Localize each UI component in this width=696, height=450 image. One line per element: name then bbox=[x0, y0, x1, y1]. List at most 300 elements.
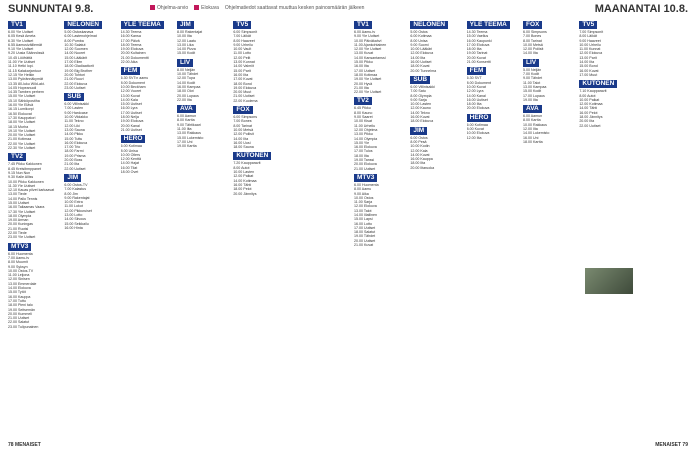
program-listing: 10.00 Kodin bbox=[410, 144, 430, 149]
program-listing: 18.00 Gladiaattorit bbox=[64, 64, 94, 69]
program-listing: 16.00 Tallaamas Vaara bbox=[8, 205, 45, 210]
program-listing: 8.45 Kreisibmppanet bbox=[8, 166, 41, 171]
program-listing: 22.00 Salatut bbox=[8, 320, 30, 325]
left-page-listings bbox=[8, 18, 342, 436]
program-listing: 12.00 Ilta bbox=[522, 127, 538, 132]
program-listing: 16.00 Ilta bbox=[233, 72, 249, 77]
program-listing: 7.10 Kaupparavit bbox=[579, 89, 607, 94]
program-listing: 14.00 Kotimaa bbox=[233, 178, 257, 183]
channel-heading: YLE TEEMA bbox=[467, 21, 510, 29]
program-listing: 9.00 Yle Uutiset bbox=[354, 34, 380, 39]
program-listing: 6.00 Simpsons bbox=[233, 115, 258, 120]
program-listing: 11.00 Leijona bbox=[8, 273, 30, 278]
program-listing: 16.00 Kauppa bbox=[410, 157, 433, 162]
channel-heading: LIV bbox=[523, 59, 539, 67]
program-listing: 8.00 Kauno bbox=[354, 110, 373, 115]
program-listing: 9.00 Rakentajat bbox=[64, 195, 90, 200]
program-listing: 14.00 Kodit bbox=[176, 80, 196, 85]
program-listing: 16.00 Uusi bbox=[233, 140, 251, 145]
channel-heading: AVA bbox=[523, 105, 542, 113]
channel-heading: SUB bbox=[64, 93, 84, 101]
program-listing: 8.00 Tarinat bbox=[522, 38, 542, 43]
program-listing: 14.00 Tekno bbox=[410, 110, 430, 115]
program-listing: 6.00 Villinisakki bbox=[410, 84, 435, 89]
program-listing: 13.00 Kuvat bbox=[120, 93, 140, 98]
program-listing: 9.00 Sarja bbox=[410, 97, 427, 102]
program-listing: 14.00 Ilta bbox=[410, 55, 426, 60]
program-listing: 12.00 Kala bbox=[410, 148, 428, 153]
program-listing: 9.00 Saaret bbox=[354, 115, 373, 120]
program-listing: 22.00 Uutiset bbox=[579, 123, 601, 128]
program-listing: 17.00 Ellen bbox=[64, 60, 83, 65]
program-listing: 21.00 Dokumentti bbox=[120, 55, 149, 60]
program-listing: 16.00 Tähti bbox=[233, 182, 252, 187]
program-listing: 10.00 Urheilu bbox=[579, 42, 601, 47]
program-listing: 14.35 Tamben perhem bbox=[8, 90, 44, 95]
program-listing: 20.00 Tunnelma bbox=[410, 68, 437, 73]
program-listing: 12.00 Pelit bbox=[233, 55, 251, 60]
program-listing: 20.00 Kultainen bbox=[120, 51, 146, 56]
program-listing: 14.00 Kala bbox=[120, 97, 138, 102]
program-listing: 7.00 Kalastus bbox=[64, 187, 87, 192]
program-listing: 20.00 Elokuva bbox=[466, 106, 490, 111]
program-listing: 16.00 Lyra bbox=[120, 106, 138, 111]
program-listing: 9.00 Suomi bbox=[410, 42, 429, 47]
program-listing: 17.30 Kauppatori bbox=[8, 115, 36, 120]
program-listing: 15.00 Tuttu bbox=[64, 136, 83, 141]
program-listing: 12.15 Yle Hetkin bbox=[8, 72, 35, 77]
program-listing: 14.00 Elokuva bbox=[8, 286, 31, 291]
program-listing: 10.00 Oilers bbox=[120, 152, 141, 157]
channel-heading: FOX bbox=[523, 21, 542, 29]
program-listing: 15.00 Pikku bbox=[354, 60, 373, 65]
program-listing: 12.00 Sinisen bbox=[8, 277, 30, 282]
program-listing: 23.00 Uutiset bbox=[64, 85, 86, 90]
program-listing: 9.00 Urheilu bbox=[233, 42, 253, 47]
program-listing: 17.00 Uutiset bbox=[354, 68, 376, 73]
program-listing: 6.00 Huomenta bbox=[8, 251, 33, 256]
program-listing: 10.30 Salatut bbox=[64, 42, 86, 47]
page-footer-left: 78 MENAISET bbox=[8, 442, 41, 448]
program-listing: 22.00 Kuolema bbox=[233, 98, 258, 103]
program-listing: 16.00 Yle Elävä bbox=[8, 103, 34, 108]
program-listing: 20.00 Iltaruoka bbox=[410, 165, 435, 170]
program-listing: 13.00 Kampaa bbox=[522, 84, 547, 89]
program-listing: 10.45 Lööfrättä bbox=[8, 55, 33, 60]
program-listing: 9.00 Tähtikaari bbox=[176, 122, 201, 127]
program-listing: 21.00 Ilta bbox=[64, 162, 80, 167]
left-day-title: SUNNUNTAI 9.8. bbox=[8, 3, 94, 15]
program-listing: 13.00 Tiede bbox=[8, 192, 27, 197]
program-listing: 15.00 Lapsi bbox=[354, 217, 373, 222]
program-listing: 18.00 Farmi bbox=[64, 149, 84, 154]
program-listing: 8.00 Haaveet bbox=[233, 38, 255, 43]
program-listing: 11.30 Yle Uutiset bbox=[8, 183, 36, 188]
program-listing: 16.00 Tilat bbox=[120, 165, 138, 170]
program-listing: 10.00 Lasten bbox=[233, 170, 255, 175]
program-listing: 10.00 Metsä bbox=[233, 127, 254, 132]
program-listing: 6.00 Ostos-TV bbox=[64, 182, 88, 187]
program-listing: 8.00 Olympia bbox=[410, 93, 432, 98]
program-listing: 8.00 Dokument bbox=[466, 80, 492, 85]
legend-rating: Ohjelma-arvio bbox=[157, 5, 189, 11]
program-listing: 6.00 Ostos bbox=[410, 135, 428, 140]
program-listing: 15.00 Bond bbox=[579, 64, 598, 69]
program-listing: 22.00 Elokuva bbox=[64, 81, 88, 86]
program-listing: 13.00 Emmerdale bbox=[8, 281, 37, 286]
program-listing: 11.00 Kunnat bbox=[579, 47, 601, 52]
program-listing: 6.00 Kotimaa bbox=[410, 34, 432, 39]
program-listing: 15.00 Kodit bbox=[176, 51, 196, 56]
right-column-5 bbox=[579, 18, 631, 436]
program-listing: 11.00 Lukot bbox=[64, 204, 83, 209]
program-listing: 16.00 Kansa bbox=[120, 34, 141, 39]
program-listing: 7.00 Läikät bbox=[233, 34, 251, 39]
program-listing: 10.00 Ostos bbox=[354, 195, 374, 200]
right-column-3 bbox=[467, 18, 519, 436]
program-listing: 13.00 Parit bbox=[579, 55, 597, 60]
program-listing: 9.15 Nun Nun bbox=[8, 170, 31, 175]
program-listing: 21.00 Ruuvi bbox=[64, 77, 84, 82]
program-listing: 18.00 Elokuva bbox=[410, 119, 434, 124]
channel-heading: TV1 bbox=[354, 21, 372, 29]
program-listing: 20.00 Kanal bbox=[120, 123, 140, 128]
program-listing: 16.00 Kuvat bbox=[579, 68, 599, 73]
program-listing: 16.00 Hinta bbox=[64, 225, 83, 230]
program-listing: 12.00 Laatu bbox=[176, 38, 196, 43]
program-listing: 18.00 Ilta bbox=[466, 47, 482, 52]
program-listing: 8.00 Pesä bbox=[410, 139, 427, 144]
program-listing: 18.15 Murha bbox=[8, 124, 29, 129]
program-listing: 11.00 Ajankohtainen bbox=[354, 42, 387, 47]
program-listing: 18.00 Kuvat bbox=[410, 64, 430, 69]
channel-heading: FOX bbox=[233, 106, 252, 114]
program-listing: 14.00 Ilta bbox=[579, 60, 595, 65]
program-listing: 16.00 Elokuva bbox=[64, 140, 88, 145]
program-listing: 6.00 Villinisakki bbox=[64, 102, 89, 107]
program-listing: 12.00 Ohjelma bbox=[354, 127, 378, 132]
channel-heading: FEM bbox=[121, 67, 141, 75]
channel-heading: TV2 bbox=[354, 97, 372, 105]
channel-heading: FEM bbox=[467, 67, 487, 75]
rating-icon bbox=[150, 5, 155, 10]
program-listing: 14.00 Kuvat bbox=[410, 152, 430, 157]
channel-heading: TV1 bbox=[8, 21, 26, 29]
legend-film: Elokuva bbox=[201, 5, 219, 11]
program-listing: 17.00 Uutiset bbox=[354, 225, 376, 230]
program-listing: 14.00 Nuoret bbox=[64, 51, 86, 56]
program-listing: 13.00 Lotto bbox=[64, 212, 83, 217]
program-listing: 18.00 Jännitys bbox=[579, 115, 603, 120]
program-listing: 8.00 Unisa bbox=[410, 38, 428, 43]
program-listing: 16.00 Elokuva bbox=[354, 145, 377, 150]
channel-heading: MTV3 bbox=[354, 174, 377, 182]
channel-heading: MTV3 bbox=[8, 243, 31, 251]
program-listing: 19.00 Arman bbox=[8, 218, 29, 223]
program-listing: 22.00 Yle Uutiset bbox=[354, 90, 382, 95]
program-listing: 6.00 Aamun bbox=[176, 114, 197, 119]
program-listing: 8.00 Kartta bbox=[176, 118, 195, 123]
program-listing: 10.00 Pikku Kakkonen bbox=[8, 179, 44, 184]
program-listing: 15.00 Yle Uutiset bbox=[8, 94, 36, 99]
program-listing: 6.30 SVT:n aamu bbox=[120, 76, 149, 81]
program-listing: 12.00 Kenttä bbox=[120, 157, 142, 162]
program-listing: 17.00 Trio bbox=[64, 145, 81, 150]
program-listing: 18.00 Nelja bbox=[120, 115, 139, 120]
program-listing: 19.00 Big Brother bbox=[64, 68, 93, 73]
left-column-3 bbox=[121, 18, 173, 436]
page-footer-right: MENAISET 79 bbox=[655, 442, 688, 448]
right-day-title: MAANANTAI 10.8. bbox=[594, 3, 688, 15]
program-listing: 15.00 Vaellus bbox=[466, 34, 489, 39]
program-listing: 15.10 Sähköpostiha bbox=[8, 98, 40, 103]
program-listing: 9.00 Syksyn bbox=[8, 264, 28, 269]
program-listing: 18.00 Olympia bbox=[8, 213, 32, 218]
program-listing: 16.00 Kuvat bbox=[410, 115, 430, 120]
channel-heading: YLE TEEMA bbox=[121, 21, 164, 29]
program-listing: 7.00 Bones bbox=[522, 34, 542, 39]
program-listing: 6.00 Aamun bbox=[522, 114, 543, 119]
program-listing: 18.00 Yle Uutiset bbox=[8, 120, 36, 125]
program-listing: 5.00 Neljän bbox=[522, 67, 542, 72]
program-listing: 18.00 Ovet bbox=[120, 170, 139, 175]
channel-heading: TV5 bbox=[579, 21, 597, 29]
program-listing: 12.00 Paikat bbox=[233, 174, 254, 179]
program-listing: 10.00 Ostos-TV bbox=[8, 268, 34, 273]
program-listing: 7.45 Pikku Kakkonen bbox=[8, 162, 42, 167]
program-listing: 15.00 Seikkailu bbox=[64, 221, 89, 226]
program-listing: 19.00 Elokuva bbox=[120, 47, 144, 52]
program-listing: 12.00 Poliisit bbox=[233, 132, 254, 137]
left-column-1 bbox=[8, 18, 60, 436]
right-column-1 bbox=[354, 18, 406, 436]
program-listing: 12.00 Ilta bbox=[466, 135, 482, 140]
program-listing: 17.00 Muut bbox=[579, 72, 598, 77]
program-listing: 7.00 Bones bbox=[233, 119, 252, 124]
program-listing: 19.00 Tarinat bbox=[466, 51, 488, 56]
program-listing: 19.00 Tanssi bbox=[354, 158, 375, 163]
program-listing: 13.00 Talot bbox=[354, 208, 372, 213]
program-listing: 22.00 Tiede bbox=[8, 231, 27, 236]
program-listing: 17.00 Päivä bbox=[120, 38, 140, 43]
program-listing: 18.00 Pieni talo bbox=[8, 303, 33, 308]
program-listing: 16.00 Uni bbox=[522, 135, 539, 140]
program-listing: 12.00 Liki bbox=[64, 123, 80, 128]
program-listing: 14.00 Pikku bbox=[64, 132, 84, 137]
channel-heading: HERO bbox=[121, 135, 146, 143]
program-listing: 6.00 Kotimaa bbox=[120, 144, 142, 149]
program-listing: 7.00 Simpsonit bbox=[579, 30, 604, 34]
program-listing: 21.00 Kuvat bbox=[354, 243, 374, 248]
channel-heading: AVA bbox=[177, 105, 196, 113]
program-listing: 14.00 Lukemisto bbox=[522, 131, 550, 136]
program-listing: 12.00 Poliisit bbox=[522, 47, 544, 52]
program-listing: 13.00 Kuvat bbox=[354, 51, 374, 56]
program-listing: 14.30 Teema bbox=[466, 30, 488, 34]
channel-heading: SUB bbox=[410, 76, 430, 84]
program-listing: 12.00 Elokuva bbox=[579, 51, 603, 56]
program-listing: 20.00 Lupaus bbox=[176, 93, 199, 98]
program-listing: 7.20 Kaupparavit bbox=[233, 161, 261, 166]
program-listing: 8.00 Neljän bbox=[176, 67, 196, 72]
program-listing: 19.00 Kartta bbox=[176, 144, 197, 149]
program-listing: 17.00 Tuttu bbox=[8, 298, 26, 303]
program-listing: 17.00 Uni bbox=[176, 139, 193, 144]
program-listing: 20.00 Elokuva bbox=[354, 162, 377, 167]
program-listing: 18.00 Bond bbox=[233, 81, 252, 86]
program-listing: 7.00 Kodit bbox=[522, 72, 540, 77]
program-listing: 10.00 Beckham bbox=[120, 84, 146, 89]
program-listing: 8.00 Muumit bbox=[8, 260, 28, 265]
program-listing: 18.00 Kotimaa bbox=[354, 72, 378, 77]
program-listing: 17.00 Kuvat bbox=[233, 77, 253, 82]
program-listing: 21.00 Konsertti bbox=[466, 60, 491, 65]
program-listing: 6.45 Pikku bbox=[354, 106, 371, 111]
program-listing: 19.00 Elokuva bbox=[233, 85, 257, 90]
program-listing: 5.00 Ostos bbox=[410, 30, 428, 34]
program-listing: 10.00 Kuvat bbox=[466, 84, 486, 89]
program-listing: 16.00 Ilta bbox=[354, 64, 369, 69]
program-listing: 18.00 Salatut bbox=[354, 230, 376, 235]
program-listing: 8.00 Pumba bbox=[64, 38, 84, 43]
program-listing: 5.00 Ostoskanava bbox=[64, 30, 94, 34]
program-listing: 18.00 Sauna bbox=[233, 145, 254, 150]
program-listing: 17.30 Yle Uutiset bbox=[8, 209, 36, 214]
program-listing: 12.00 Suomen bbox=[64, 47, 88, 52]
program-listing: 7.00 Aamu-tv bbox=[8, 255, 30, 260]
program-listing: 15.00 Parit bbox=[233, 68, 251, 73]
program-listing: 6.00 Simpsons bbox=[522, 30, 547, 34]
program-listing: 16.00 Uutiset bbox=[466, 97, 488, 102]
channel-heading: KUTONEN bbox=[233, 152, 271, 160]
program-listing: 6.05 Kesä Ameta bbox=[8, 34, 36, 39]
program-listing: 10.00 Ilta bbox=[176, 34, 192, 39]
program-listing: 14.00 Kanal bbox=[466, 93, 486, 98]
program-listing: 21.00 Kotimaa bbox=[8, 137, 32, 142]
program-listing: 10.00 Elokuva bbox=[466, 131, 490, 136]
program-listing: 20.00 Hyvä bbox=[354, 81, 373, 86]
program-listing: 11.00 Sarja bbox=[354, 200, 373, 205]
program-listing: 12.00 Kauno bbox=[410, 106, 431, 111]
program-listing: 8.00 Autot bbox=[233, 165, 250, 170]
program-listing: 21.00 Ruotsi bbox=[8, 226, 29, 231]
channel-heading: TV2 bbox=[8, 153, 26, 161]
program-listing: 15.00 Lukemisto bbox=[176, 135, 204, 140]
right-column-2 bbox=[410, 18, 462, 436]
program-listing: 23.00 Tulipunainen bbox=[8, 324, 39, 329]
program-listing: 8.00 Aamu bbox=[354, 187, 372, 192]
program-listing: 11.15 Kalakarjantuur bbox=[8, 68, 41, 73]
program-listing: 16.00 Uutiset bbox=[410, 60, 432, 65]
program-listing: 20.00 Kuningas bbox=[8, 222, 33, 227]
program-listing: 20.00 Muut bbox=[233, 90, 252, 95]
program-listing: 10.00 Kisat bbox=[354, 119, 372, 124]
program-listing: 17.00 Uutiset bbox=[120, 110, 142, 115]
program-listing: 14.00 Siivous bbox=[64, 217, 86, 222]
program-listing: 6.30 Yle Uutiset bbox=[8, 38, 34, 43]
right-page-listings bbox=[354, 18, 688, 436]
program-listing: 11.00 Lotto bbox=[233, 51, 252, 56]
program-listing: 10.00 Päiväkahvi bbox=[354, 38, 382, 43]
legend bbox=[150, 5, 364, 11]
program-listing: 16.15 Lumikorpi bbox=[8, 107, 34, 112]
program-listing: 9.30 Kalle Alliss bbox=[8, 175, 34, 180]
program-listing: 6.00 Huomenta bbox=[354, 182, 379, 187]
program-listing: 22.00 Aika bbox=[120, 60, 138, 65]
program-listing: 9.00 Hardcase bbox=[64, 110, 88, 115]
program-listing: 12.10 Kauas pilvet karkaavat bbox=[8, 188, 55, 193]
program-listing: 17.00 Tulos bbox=[354, 149, 373, 154]
program-listing: 12.00 Lyra bbox=[466, 89, 484, 94]
program-listing: 20.00 Kummeli bbox=[8, 311, 32, 316]
program-listing: 16.00 Lotto bbox=[354, 221, 372, 226]
program-listing: 14.00 Ilta bbox=[522, 51, 538, 56]
program-listing: 20.00 Tohtori bbox=[64, 72, 86, 77]
program-listing: 9.00 Haaveet bbox=[579, 38, 601, 43]
program-listing: 8.00 Unisa bbox=[120, 148, 138, 153]
program-listing: 22.00 Ilta bbox=[176, 97, 192, 102]
program-listing: 11.00 Urheilu bbox=[354, 123, 376, 128]
program-listing: 20.00 Yle Uutiset bbox=[8, 133, 36, 138]
program-listing: 19.10 Yle Uutiset bbox=[8, 128, 36, 133]
program-listing: 16.50 Elokuvat bbox=[8, 111, 32, 116]
program-listing: 21.00 Uutiset bbox=[120, 127, 142, 132]
channel-heading: KUTONEN bbox=[579, 80, 617, 88]
program-listing: 10.00 Metsä bbox=[522, 42, 543, 47]
channel-heading: NELONEN bbox=[64, 21, 102, 29]
program-listing: 14.05 Hopeanuoli bbox=[8, 85, 37, 90]
program-listing: 15.00 Lääkärit bbox=[64, 55, 88, 60]
program-listing: 12.00 Tupa bbox=[176, 76, 195, 81]
program-listing: 16.00 Pelot bbox=[579, 110, 598, 115]
program-listing: 12.00 Elokuva bbox=[410, 51, 434, 56]
program-listing: 18.00 Teema bbox=[120, 42, 142, 47]
program-listing: 15.00 Uutiset bbox=[8, 200, 30, 205]
program-listing: 19.00 Elokuva bbox=[120, 119, 144, 124]
program-listing: 16.00 Kampaa bbox=[176, 84, 201, 89]
program-listing: 15.00 Kodit bbox=[522, 89, 542, 94]
program-listing: 8.00 Tarinat bbox=[233, 123, 253, 128]
left-column-4 bbox=[177, 18, 229, 436]
left-column-5 bbox=[233, 18, 285, 436]
program-listing: 13.00 Pikku bbox=[354, 132, 373, 137]
program-listing: 13.00 Lika bbox=[176, 42, 194, 47]
program-listing: 19.00 Seitsemän bbox=[8, 307, 35, 312]
program-listing: 6.00 Kotimaa bbox=[466, 122, 488, 127]
program-listing: 6.00 Simpsonit bbox=[233, 30, 258, 34]
program-listing: 9.00 Aika bbox=[354, 191, 369, 196]
program-listing: 15.00 Tytöt bbox=[8, 290, 26, 295]
program-photo bbox=[585, 268, 633, 294]
program-listing: 14.00 Hajat bbox=[120, 161, 140, 166]
program-listing: 14.00 Illallinen bbox=[354, 212, 377, 217]
program-listing: 22.00 Uutiset bbox=[64, 166, 86, 171]
channel-heading: JIM bbox=[177, 21, 194, 29]
program-listing: 18.00 Pelot bbox=[233, 187, 252, 192]
program-listing: 6.55 Aamusiväillemät bbox=[8, 42, 42, 47]
program-listing: 20.00 Boss bbox=[64, 158, 83, 163]
program-listing: 13.00 Kunnat bbox=[233, 60, 255, 65]
program-listing: 21.00 Uutiset bbox=[233, 94, 255, 99]
program-listing: 20.00 Uutiset bbox=[354, 238, 376, 243]
program-listing: 11.00 Ilta bbox=[176, 127, 192, 132]
right-column-4 bbox=[523, 18, 575, 436]
program-listing: 22.30 Yle Uutiset bbox=[8, 146, 36, 151]
program-listing: 6.00 Lastenohjelmat bbox=[64, 34, 97, 39]
program-listing: 21.00 Uutiset bbox=[354, 166, 376, 171]
program-listing: 22.00 Yle Uutiset bbox=[8, 141, 36, 146]
program-listing: 15.00 Yle bbox=[354, 140, 370, 145]
